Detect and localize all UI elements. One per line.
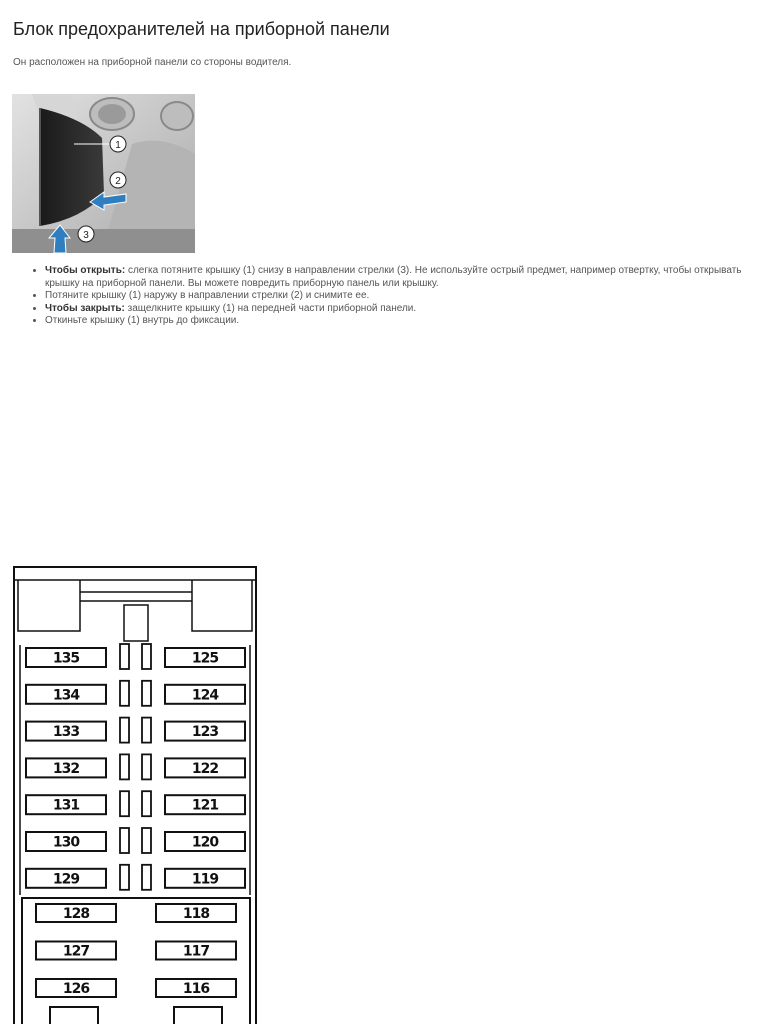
fuse-134-label: 134	[52, 687, 80, 704]
fuse-118-label: 118	[182, 906, 210, 922]
center-slot	[142, 681, 151, 706]
fuse-122	[165, 758, 245, 777]
instruction-item	[45, 265, 765, 290]
fuse-116-label: 116	[182, 981, 210, 997]
center-slot	[142, 865, 151, 890]
instruction-item	[45, 290, 765, 303]
center-slot	[142, 718, 151, 743]
fuse-117-label: 117	[182, 943, 210, 960]
center-slot	[120, 718, 129, 743]
center-slot	[142, 644, 151, 669]
fuse-127-label: 127	[62, 943, 90, 960]
instruction-item	[45, 303, 765, 316]
instruction-text: защелкните крышку (1) на передней части приборной панели.	[124, 302, 417, 314]
instruction-item	[45, 315, 765, 328]
fuse-132	[26, 758, 106, 777]
fuse-129-label: 129	[52, 871, 80, 888]
bottom-tab-right	[174, 1007, 222, 1024]
center-slot	[120, 828, 129, 853]
center-slot	[120, 754, 129, 779]
fuse-128	[36, 904, 116, 922]
center-slot	[142, 828, 151, 853]
center-slot	[120, 791, 129, 816]
fuse-117	[156, 942, 236, 960]
page-title: Блок предохранителей на приборной панели	[13, 19, 390, 39]
center-slot	[142, 754, 151, 779]
dashboard-fuse-cover-photo	[12, 94, 195, 253]
fuse-121-label: 121	[191, 797, 219, 814]
fuse-124	[165, 685, 245, 704]
fuse-123-label: 123	[191, 724, 219, 741]
fuse-124-label: 124	[191, 687, 219, 704]
instruction-text: Потяните крышку (1) наружу в направлении стрелки (2) и снимите ее.	[45, 290, 370, 301]
fuse-123	[165, 722, 245, 741]
fuse-116	[156, 979, 236, 997]
callout-2-label: 2	[115, 176, 121, 187]
fuse-133	[26, 722, 106, 741]
fuse-126-label: 126	[62, 981, 90, 997]
fuse-130-label: 130	[52, 834, 80, 851]
fuse-122-label: 122	[191, 760, 219, 777]
fuse-130	[26, 832, 106, 851]
fuse-131	[26, 795, 106, 814]
fuse-119-label: 119	[191, 871, 219, 888]
instruction-text: Откиньте крышку (1) внутрь до фиксации.	[45, 315, 240, 326]
instruction-text: слегка потяните крышку (1) снизу в направлении стрелки (3). Не используйте острый предмет, например отвертку, чтобы открывать крышку на приборной панели. Вы можете повредить приборную панель или крышку.	[45, 265, 742, 289]
fuse-126	[36, 979, 116, 997]
page-intro: Он расположен на приборной панели со стороны водителя.	[13, 57, 292, 68]
fuse-121	[165, 795, 245, 814]
fuse-cells	[26, 648, 245, 997]
fuse-135	[26, 648, 106, 667]
fuse-box-diagram	[12, 565, 258, 1024]
instruction-list	[29, 265, 765, 328]
callout-3-label: 3	[83, 230, 89, 241]
fuse-134	[26, 685, 106, 704]
fuse-120-label: 120	[191, 834, 219, 851]
center-fuse-slots	[120, 644, 151, 890]
callout-1-label: 1	[115, 140, 121, 151]
center-slot	[142, 791, 151, 816]
bottom-tab-left	[50, 1007, 98, 1024]
fuse-120	[165, 832, 245, 851]
fuse-132-label: 132	[52, 760, 80, 777]
fuse-129	[26, 869, 106, 888]
fuse-131-label: 131	[52, 797, 80, 814]
fuse-119	[165, 869, 245, 888]
fuse-133-label: 133	[52, 724, 80, 741]
fuse-135-label: 135	[52, 650, 80, 667]
instruction-bold: Чтобы открыть:	[45, 265, 126, 276]
instruction-bold: Чтобы закрыть:	[45, 302, 125, 314]
fuse-128-label: 128	[62, 906, 90, 922]
fuse-125	[165, 648, 245, 667]
dashboard-photo-svg	[12, 94, 195, 253]
center-slot	[120, 681, 129, 706]
fuse-box-svg	[12, 565, 258, 1024]
fuse-127	[36, 942, 116, 960]
fuse-118	[156, 904, 236, 922]
fuse-125-label: 125	[191, 650, 219, 667]
center-slot	[120, 644, 129, 669]
center-slot	[120, 865, 129, 890]
